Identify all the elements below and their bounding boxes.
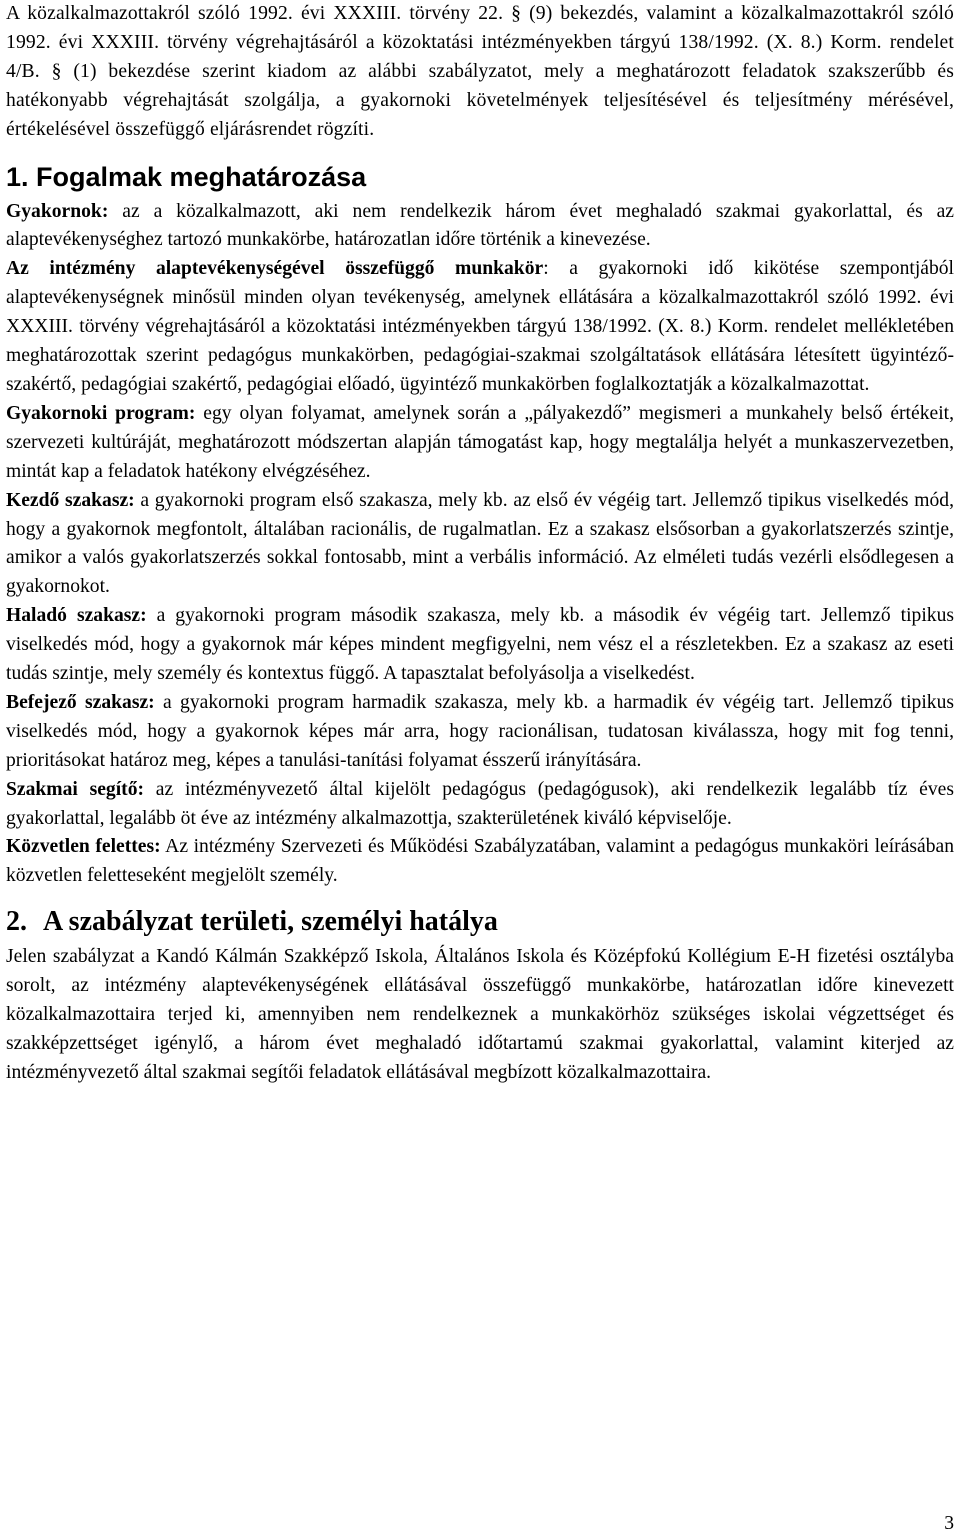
- definition-text: egy olyan folyamat, amelynek során a „pályakezdő” megismeri a munkahely belső értékeit, szervezeti kultúráját, meghatározott módszertan alapján támogatást kap, hogy megtalálja helyét a munkaszervezetben, mintát kap a feladatok hatékony elvégzéséhez.: [6, 402, 954, 482]
- definition-kezdo-szakasz: [6, 487, 954, 603]
- definition-term: Szakmai segítő:: [6, 778, 145, 800]
- definition-text: a gyakornoki program második szakasza, mely kb. a második év végéig tart. Jellemző tipikus viselkedés mód, hogy a gyakornok már képes mindent megfigyelni, nem vész el a részletekben. Ez a szakasz az eseti tudás szintje, mely személy és kontextus függő. A tapasztalat befolyásolja a viselkedést.: [6, 605, 955, 685]
- definition-kozvetlen-felettes: [6, 833, 954, 891]
- definition-text: az intézményvezető által kijelölt pedagógus (pedagógusok), aki rendelkezik legalább tíz éves gyakorlattal, legalább öt éve az intézmény alkalmazottja, szakterületének kiváló képviselője.: [6, 778, 954, 829]
- definition-term: Befejező szakasz:: [6, 691, 155, 713]
- definition-term: Közvetlen felettes:: [6, 836, 161, 858]
- section-2-title: A szabályzat területi, személyi hatálya: [43, 906, 498, 938]
- definition-term: Gyakornoki program:: [6, 402, 196, 424]
- definition-term: Kezdő szakasz:: [6, 489, 135, 511]
- page-number: 3: [944, 1513, 954, 1534]
- definition-alaptevekenyseg: [6, 255, 954, 400]
- definition-term: Gyakornok:: [6, 200, 109, 222]
- definition-szakmai-segito: [6, 776, 954, 834]
- definition-gyakornoki-program: [6, 400, 954, 487]
- section-2-number: 2.: [6, 906, 27, 938]
- definition-text: a gyakornoki program első szakasza, mely kb. az első év végéig tart. Jellemző tipikus viselkedés mód, hogy a gyakornok megfontolt, általában racionális, de rugalmatlan. Ez a szakasz elsősorban a gyakorlatszerzés szintje, amikor a valós gyakorlatszerzés sokkal fontosabb, mint a verbális információ. Az elméleti tudás vezérli elsődlegesen a gyakornokot.: [6, 489, 954, 598]
- definition-text: Az intézmény Szervezeti és Működési Szabályzatában, valamint a pedagógus munkaköri leírásában közvetlen feletteseként megjelölt személy.: [6, 836, 955, 887]
- definition-term: Az intézmény alaptevékenységével összefüggő munkakör: [6, 258, 544, 280]
- definition-halado-szakasz: [6, 602, 954, 689]
- document-page: [6, 0, 954, 1088]
- definition-befejezo-szakasz: [6, 689, 954, 776]
- definition-text: a gyakornoki program harmadik szakasza, mely kb. a harmadik év végéig tart. Jellemző tipikus viselkedés mód, hogy a gyakornok képes már arra, hogy racionálisan, tudatosan kiválassza, hogy mit fog tenni, prioritásokat határoz meg, képes a tanulási-tanítási folyamat ésszerű irányítására.: [6, 691, 954, 771]
- definition-term: Haladó szakasz:: [6, 605, 147, 627]
- definition-text: : a gyakornoki idő kikötése szempontjából alaptevékenységnek minősül minden olyan tevékenység, amelynek ellátására a közalkalmazottakról szóló 1992. évi XXXIII. törvény végrehajtásáról a közoktatási intézményekben tárgyú 138/1992. (X. 8.) Korm. rendelet mellékletében meghatározottak szerint pedagógus munkakörben, pedagógiai-szakmai szolgáltatások ellátására létesített ügyintéző-szakértő, pedagógiai szakértő, pedagógiai előadó, ügyintéző munkakörben foglalkoztatják a közalkalmazottat.: [6, 258, 954, 395]
- section-2-paragraph: Jelen szabályzat a Kandó Kálmán Szakképző Iskola, Általános Iskola és Középfokú Kollégium E-H fizetési osztályba sorolt, az intézmény alaptevékenységének ellátásával összefüggő munkakörbe, határozatlan időre kinevezett közalkalmazottaira terjed ki, amennyiben nem rendelkeznek a munkakörhöz szükséges iskolai végzettséget és szakképzettséget igénylő, a három évet meghaladó időtartamú szakmai gyakorlattal, valamint kiterjed az intézményvezető által szakmai segítői feladatok ellátásával megbízott közalkalmazottaira.: [6, 946, 954, 1083]
- definition-text: az a közalkalmazott, aki nem rendelkezik három évet meghaladó szakmai gyakorlattal, és az alaptevékenységhez tartozó munkakörbe, határozatlan időre történik a kinevezése.: [6, 200, 954, 251]
- section-1-heading: 1. Fogalmak meghatározása: [6, 161, 367, 192]
- intro-paragraph: A közalkalmazottakról szóló 1992. évi XXXIII. törvény 22. § (9) bekezdés, valamint a közalkalmazottakról szóló 1992. évi XXXIII. törvény végrehajtásáról a közoktatási intézményekben tárgyú 138/1992. (X. 8.) Korm. rendelet 4/B. § (1) bekezdése szerint kiadom az alábbi szabályzatot, mely a meghatározott feladatok szakszerűbb és hatékonyabb végrehajtását szolgálja, a gyakornoki követelmények teljesítésével és teljesítmény mérésével, értékelésével összefüggő eljárásrendet rögzíti.: [6, 3, 954, 140]
- definition-gyakornok: [6, 198, 954, 256]
- section-2-heading: [6, 905, 954, 939]
